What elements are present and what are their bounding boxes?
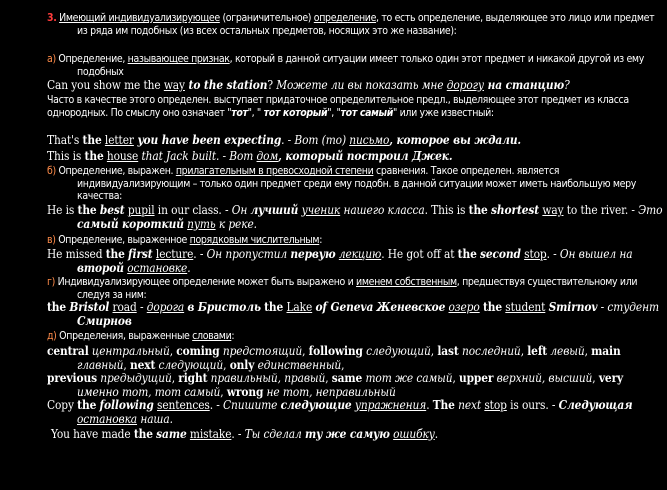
text-run: , то есть определение, выделяющее это лицо или предмет из ряда им подобных (из всех остальных предметов, носящих это же название): xyxy=(77,12,655,37)
text-run: называющее признак xyxy=(127,53,230,65)
text-run: second xyxy=(480,247,521,261)
text-run: mistake xyxy=(189,427,232,441)
text-run: the xyxy=(264,300,284,314)
text-run: самый короткий xyxy=(77,217,184,231)
text-run: нашего класса xyxy=(340,203,425,217)
text-run: наша. xyxy=(137,412,173,426)
text-run: last xyxy=(437,344,459,358)
text-run: right xyxy=(178,371,208,385)
text-run: , который в данной ситуации имеет только один этот предмет и никакой другой из ему подобных xyxy=(77,53,644,78)
text-run: . xyxy=(187,261,191,275)
text-run: Определения, выраженные xyxy=(56,330,193,342)
text-run: , предшествуя существительному или следуя за ним: xyxy=(77,276,638,301)
text-run: only xyxy=(229,358,255,372)
text-run: in our class. - xyxy=(154,203,232,217)
paragraph-16 xyxy=(51,427,641,441)
text-run: , xyxy=(325,371,332,385)
text-run: . xyxy=(426,398,433,412)
text-run: Lake xyxy=(286,300,313,314)
text-run: the xyxy=(84,149,104,163)
text-run: , xyxy=(302,344,309,358)
paragraph-14 xyxy=(47,371,667,399)
text-run: same xyxy=(331,371,363,385)
text-run: , xyxy=(430,344,438,358)
text-run: The xyxy=(432,398,455,412)
paragraph-0 xyxy=(47,12,667,37)
text-run: same xyxy=(156,427,187,441)
text-run: the xyxy=(105,247,125,261)
text-run: Bristol xyxy=(69,300,110,314)
text-run: stop xyxy=(484,398,507,412)
text-run: Copy xyxy=(47,398,78,412)
paragraph-6 xyxy=(47,165,667,203)
text-run: следующий xyxy=(362,344,431,358)
text-run: house xyxy=(106,149,139,163)
text-run: coming xyxy=(176,344,220,358)
text-run: ошибку xyxy=(393,427,435,441)
text-run: Ты сделал xyxy=(244,427,305,441)
text-run: тот же самый xyxy=(362,371,453,385)
text-run: student xyxy=(505,300,546,314)
text-run: Определение, выраженное xyxy=(55,234,190,246)
text-run: - xyxy=(597,300,608,314)
text-run: best xyxy=(99,203,125,217)
text-run: б) xyxy=(47,165,56,177)
text-run: Это xyxy=(638,203,663,217)
text-run: в) xyxy=(47,234,56,246)
text-run: следующий xyxy=(155,358,224,372)
text-run: Smirnov xyxy=(548,300,598,314)
text-run: Индивидуализирующее определение может быть выражено и xyxy=(54,276,357,288)
text-run: путь xyxy=(187,217,216,231)
text-run: . - Вот xyxy=(216,149,257,163)
text-run: , xyxy=(169,344,177,358)
text-run: словами xyxy=(192,330,232,342)
text-run: : xyxy=(319,234,323,246)
paragraph-15 xyxy=(47,398,667,426)
text-run: Смирнов xyxy=(77,314,132,328)
text-run: wrong xyxy=(226,385,264,399)
text-run: , xyxy=(520,344,528,358)
text-run: Он вышел на xyxy=(559,247,633,261)
text-run: сравнения. Такое определен. является индивидуализирующим – только один предмет среди ему подобн. в данной ситуации может иметь наибольшую меру качества: xyxy=(77,165,637,202)
text-run: to the station xyxy=(184,78,268,92)
paragraph-13 xyxy=(47,344,667,372)
text-run: лекцию xyxy=(338,247,382,261)
text-run: . This is xyxy=(424,203,469,217)
text-run: Определение, выражен. xyxy=(55,165,176,177)
text-run: the xyxy=(468,203,488,217)
paragraph-3 xyxy=(47,94,637,119)
text-run: - xyxy=(136,300,147,314)
text-run: тот xyxy=(231,106,248,119)
text-run: , который построил Джек. xyxy=(278,149,453,163)
paragraph-11 xyxy=(47,300,667,328)
text-run: предыдущий xyxy=(96,371,172,385)
text-run: He missed xyxy=(47,247,106,261)
text-run: не тот, неправильный xyxy=(263,385,396,399)
text-run: . - Вот (то) xyxy=(281,133,350,147)
text-run: верхний, высший xyxy=(493,371,593,385)
text-run: to the river. - xyxy=(563,203,639,217)
text-run: предстоящий xyxy=(219,344,303,358)
text-run: You have made xyxy=(51,427,134,441)
text-run: последний xyxy=(458,344,521,358)
text-run: второй xyxy=(77,261,124,275)
text-run: . xyxy=(434,427,439,441)
text-run: (ограничительное) xyxy=(219,12,314,24)
text-run: following xyxy=(308,344,363,358)
text-run: , xyxy=(584,344,592,358)
text-run: following xyxy=(99,398,154,412)
text-run: Can you show me the xyxy=(47,78,164,92)
text-run: , xyxy=(123,358,130,372)
paragraph-4 xyxy=(47,133,637,147)
text-run: именно тот, тот самый xyxy=(77,385,221,399)
text-run: , xyxy=(341,358,345,372)
text-run: stop xyxy=(524,247,547,261)
text-run: Определение, xyxy=(55,53,128,65)
text-run: Можете ли вы показать мне xyxy=(276,78,447,92)
text-run: Женевское xyxy=(376,300,446,314)
text-run: shortest xyxy=(491,203,540,217)
text-run: previous xyxy=(47,371,97,385)
text-run: way xyxy=(542,203,564,217)
text-run: of Geneva xyxy=(315,300,374,314)
text-run: " или уже известный: xyxy=(392,106,494,119)
text-run: следующие xyxy=(280,398,352,412)
text-run: первую xyxy=(290,247,336,261)
text-run: тот который xyxy=(263,106,328,119)
text-run: , xyxy=(592,371,599,385)
text-run: тот самый xyxy=(340,106,393,119)
text-run: lecture xyxy=(155,247,194,261)
text-run: остановка xyxy=(77,412,138,426)
text-run: лучший xyxy=(250,203,299,217)
text-run: you have been expecting xyxy=(133,133,282,147)
text-run: г) xyxy=(47,276,55,288)
text-run: This is xyxy=(47,149,85,163)
text-run: остановке xyxy=(127,261,188,275)
text-run: the xyxy=(77,398,97,412)
text-run: ученик xyxy=(301,203,341,217)
text-run: в Бристоль xyxy=(187,300,261,314)
text-run: Следующая xyxy=(558,398,633,412)
text-run: 3. xyxy=(47,12,57,24)
text-run: а) xyxy=(47,53,56,65)
text-run: на станцию xyxy=(483,78,565,92)
paragraph-12 xyxy=(47,330,637,343)
text-run: the xyxy=(133,427,153,441)
text-run: that Jack built xyxy=(138,149,217,163)
text-run: upper xyxy=(458,371,494,385)
text-run: , xyxy=(220,385,227,399)
text-run: . - xyxy=(546,247,560,261)
text-run: Часто в качестве этого определен. выступает придаточное определительное предл., выделяющее этот предмет из класса однородных. По смыслу оно означает " xyxy=(47,94,629,119)
text-run: прилагательным в превосходной степени xyxy=(175,165,374,177)
text-run: . - xyxy=(193,247,207,261)
text-run: the xyxy=(77,203,97,217)
paragraph-2 xyxy=(47,78,637,92)
text-run: central xyxy=(47,344,89,358)
text-run: Имеющий индивидуализирующее xyxy=(59,12,220,24)
text-run: Он xyxy=(231,203,251,217)
text-run: He is xyxy=(47,203,78,217)
text-run: дорогу xyxy=(446,78,484,92)
text-run: ? xyxy=(564,78,570,92)
text-run: road xyxy=(112,300,137,314)
text-run: , xyxy=(223,358,230,372)
text-run: That's xyxy=(47,133,83,147)
text-run: дом xyxy=(256,149,279,163)
paragraph-9 xyxy=(47,247,667,275)
text-run: ", " xyxy=(247,106,264,119)
text-run: левый xyxy=(547,344,585,358)
paragraph-5 xyxy=(47,149,637,163)
text-run: упражнения xyxy=(354,398,427,412)
text-run: главный xyxy=(77,358,124,372)
text-run: : xyxy=(231,330,235,342)
text-run: the xyxy=(82,133,102,147)
text-run: письмо xyxy=(349,133,390,147)
text-run: озеро xyxy=(448,300,480,314)
text-run: the xyxy=(457,247,477,261)
text-run: main xyxy=(591,344,621,358)
text-run: центральный xyxy=(88,344,170,358)
text-run: к реке. xyxy=(215,217,257,231)
text-run: именем собственным xyxy=(356,276,457,288)
text-run: , xyxy=(452,371,459,385)
text-run: Он пропустил xyxy=(206,247,291,261)
paragraph-7 xyxy=(47,203,667,231)
text-run: left xyxy=(527,344,548,358)
text-run: ", " xyxy=(327,106,341,119)
text-run: ту же самую xyxy=(304,427,390,441)
text-run: студент xyxy=(607,300,659,314)
text-run: . He got off at xyxy=(381,247,458,261)
text-run: правильный, правый xyxy=(207,371,326,385)
text-run: very xyxy=(598,371,624,385)
paragraph-10 xyxy=(47,276,667,301)
text-run: . - xyxy=(231,427,245,441)
text-run: first xyxy=(128,247,153,261)
text-run: дорога xyxy=(146,300,185,314)
paragraph-8 xyxy=(47,234,637,247)
text-run: is ours. - xyxy=(506,398,559,412)
text-run: next xyxy=(458,398,482,412)
text-run: the xyxy=(482,300,503,314)
text-run: letter xyxy=(104,133,134,147)
paragraph-1 xyxy=(47,53,667,78)
text-run: Спишите xyxy=(223,398,281,412)
text-run: , xyxy=(171,371,179,385)
text-run: pupil xyxy=(127,203,155,217)
text-run: , которое вы ждали. xyxy=(389,133,522,147)
text-run: ? xyxy=(267,78,277,92)
text-run: единственный xyxy=(254,358,342,372)
text-run: the xyxy=(47,300,67,314)
text-run: порядковым числительным xyxy=(189,234,320,246)
text-run: sentences xyxy=(157,398,210,412)
text-run: д) xyxy=(47,330,57,342)
text-run: next xyxy=(129,358,156,372)
text-run: . - xyxy=(209,398,224,412)
text-run: way xyxy=(163,78,185,92)
text-run: определение xyxy=(313,12,377,24)
